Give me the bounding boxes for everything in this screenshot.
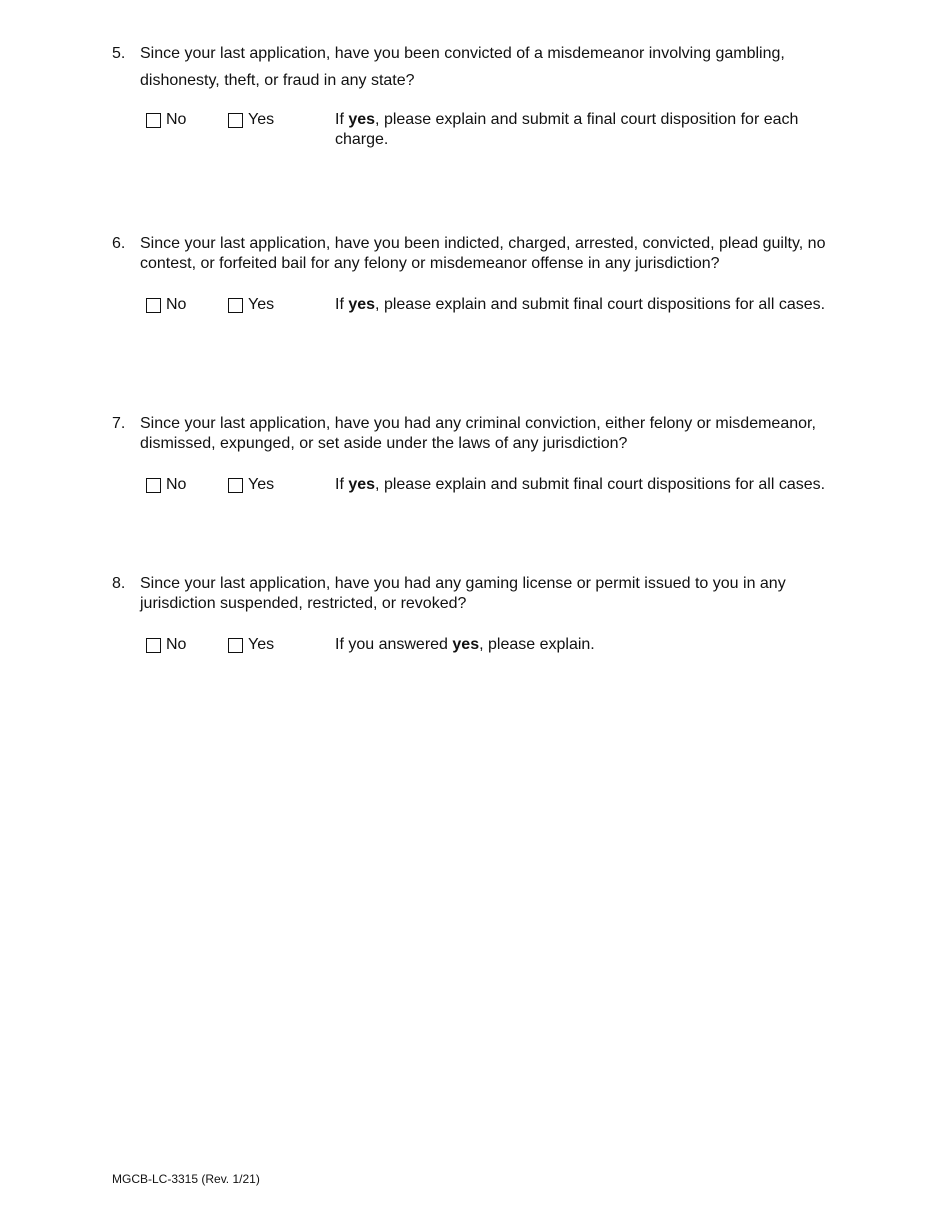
question-8-text-block <box>112 574 842 614</box>
explain-bold: yes <box>348 296 376 313</box>
option-yes[interactable] <box>228 475 274 495</box>
no-checkbox[interactable] <box>146 478 161 493</box>
question-number: 7. <box>112 415 126 432</box>
explain-suffix: , please explain and submit a final court disposition for each charge. <box>335 111 799 148</box>
option-yes[interactable] <box>228 635 274 655</box>
yes-label: Yes <box>248 636 275 653</box>
question-text: Since your last application, have you been indicted, charged, arrested, convicted, plead guilty, no contest, or forfeited bail for any felony or misdemeanor offense in any jurisdiction? <box>140 235 826 272</box>
explain-bold: yes <box>348 476 376 493</box>
answer-row <box>112 635 842 675</box>
explain-prefix: If <box>335 111 349 128</box>
explain-bold: yes <box>348 111 376 128</box>
question-text: Since your last application, have you had any gaming license or permit issued to you in any jurisdiction suspended, restricted, or revoked? <box>140 575 786 612</box>
option-no[interactable] <box>146 635 186 655</box>
question-text: Since your last application, have you had any criminal conviction, either felony or misdemeanor, dismissed, expunged, or set aside under the laws of any jurisdiction? <box>140 415 816 452</box>
question-7-text-block <box>112 414 842 454</box>
yes-checkbox[interactable] <box>228 478 243 493</box>
no-checkbox[interactable] <box>146 298 161 313</box>
option-no[interactable] <box>146 110 186 130</box>
yes-label: Yes <box>248 296 275 313</box>
option-yes[interactable] <box>228 295 274 315</box>
question-5 <box>112 40 842 150</box>
option-no[interactable] <box>146 475 186 495</box>
answer-row <box>112 475 842 515</box>
answer-row <box>112 110 842 150</box>
explain-bold: yes <box>452 636 480 653</box>
answer-row <box>112 295 842 335</box>
question-6 <box>112 234 842 335</box>
no-label: No <box>166 296 187 313</box>
explain-prefix: If <box>335 296 349 313</box>
no-checkbox[interactable] <box>146 638 161 653</box>
explain-suffix: , please explain and submit final court dispositions for all cases. <box>375 476 826 493</box>
question-7 <box>112 414 842 515</box>
explain-instruction <box>335 635 835 655</box>
question-6-text-block <box>112 234 842 274</box>
explain-suffix: , please explain. <box>479 636 595 653</box>
yes-label: Yes <box>248 111 275 128</box>
explain-instruction <box>335 110 835 150</box>
no-checkbox[interactable] <box>146 113 161 128</box>
question-8 <box>112 574 842 675</box>
option-no[interactable] <box>146 295 186 315</box>
question-number: 5. <box>112 45 126 62</box>
explain-instruction <box>335 475 835 495</box>
question-5-text-block <box>112 40 842 94</box>
no-label: No <box>166 111 187 128</box>
question-number: 6. <box>112 235 126 252</box>
no-label: No <box>166 636 187 653</box>
question-text: Since your last application, have you been convicted of a misdemeanor involving gambling, dishonesty, theft, or fraud in any state? <box>140 45 785 89</box>
yes-checkbox[interactable] <box>228 638 243 653</box>
form-id-footer: MGCB-LC-3315 (Rev. 1/21) <box>112 1172 260 1186</box>
explain-suffix: , please explain and submit final court dispositions for all cases. <box>375 296 826 313</box>
question-number: 8. <box>112 575 126 592</box>
yes-checkbox[interactable] <box>228 298 243 313</box>
yes-checkbox[interactable] <box>228 113 243 128</box>
explain-prefix: If <box>335 476 349 493</box>
explain-prefix: If you answered <box>335 636 453 653</box>
option-yes[interactable] <box>228 110 274 130</box>
explain-instruction <box>335 295 835 315</box>
yes-label: Yes <box>248 476 275 493</box>
no-label: No <box>166 476 187 493</box>
